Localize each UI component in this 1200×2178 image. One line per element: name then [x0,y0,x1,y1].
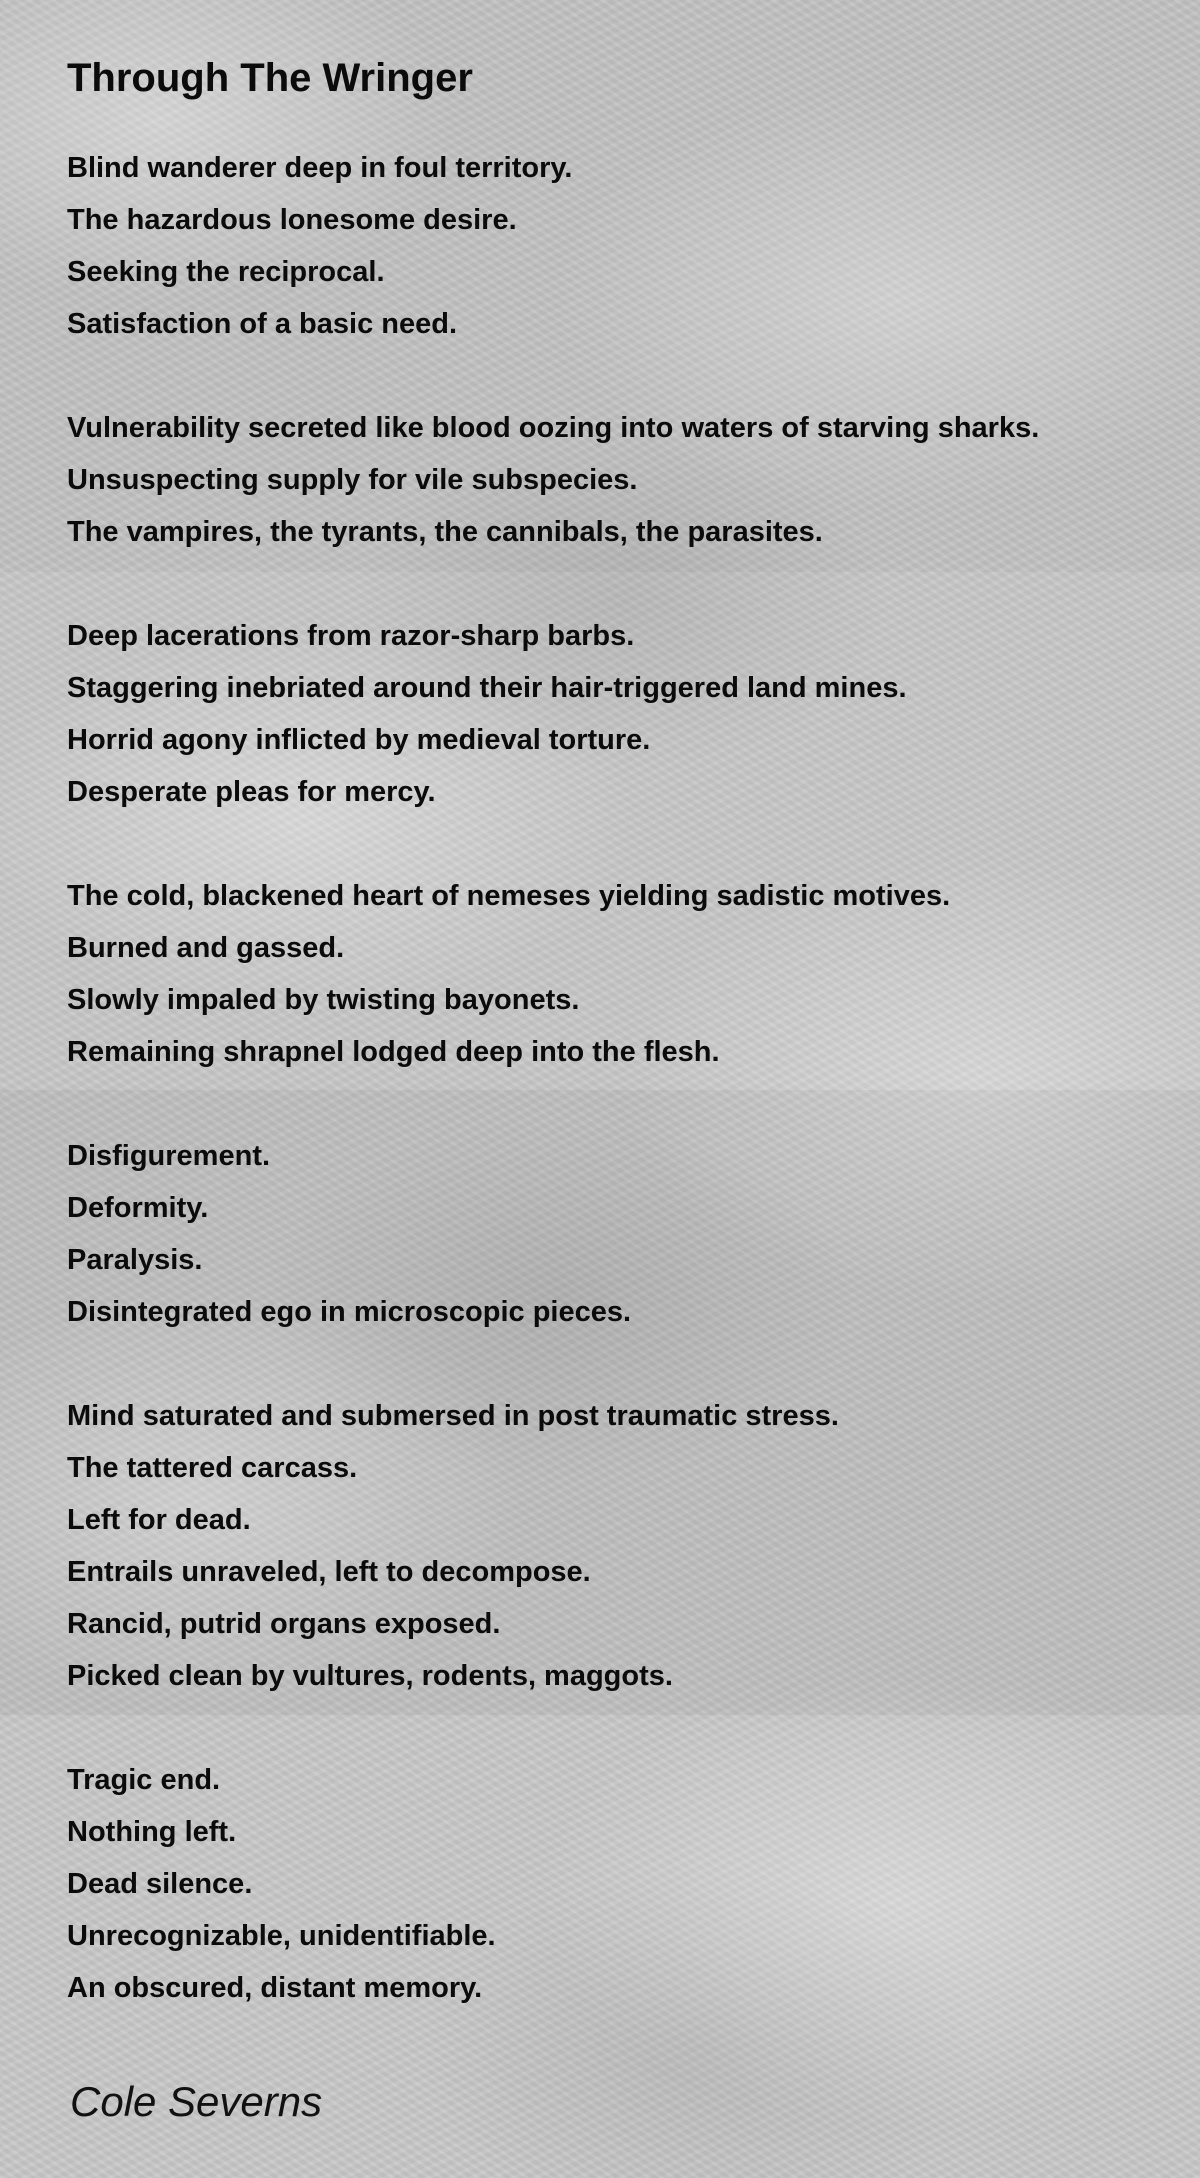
stanza-2 [67,402,1177,558]
poem-line: Satisfaction of a basic need. [67,308,457,340]
stanza-4 [67,870,1177,1078]
poem-title: Through The Wringer [67,56,473,100]
poem-line: An obscured, distant memory. [67,1972,483,2004]
poem-line: Horrid agony inflicted by medieval torture. [67,724,651,756]
poem-line: Unrecognizable, unidentifiable. [67,1920,496,1952]
poem-line: Disintegrated ego in microscopic pieces. [67,1296,632,1328]
author-name: Cole Severns [70,2078,323,2125]
poem-line: Burned and gassed. [67,932,345,964]
stanza-3 [67,610,1177,818]
poem-line: Remaining shrapnel lodged deep into the flesh. [67,1036,720,1068]
poem-line: Dead silence. [67,1868,253,1900]
poem-line: The hazardous lonesome desire. [67,204,517,236]
poem-line: Deep lacerations from razor-sharp barbs. [67,620,635,652]
poem-line: Blind wanderer deep in foul territory. [67,152,573,184]
poem-line: Seeking the reciprocal. [67,256,385,288]
poem-line: The cold, blackened heart of nemeses yielding sadistic motives. [67,880,951,912]
poem-line: Desperate pleas for mercy. [67,776,436,808]
poem-line: Nothing left. [67,1816,237,1848]
poem-body [67,48,1177,2066]
poem-line: The vampires, the tyrants, the cannibals, the parasites. [67,516,823,548]
poem-line: Unsuspecting supply for vile subspecies. [67,464,638,496]
poem-line: Entrails unraveled, left to decompose. [67,1556,591,1588]
poem-line: Staggering inebriated around their hair-triggered land mines. [67,672,907,704]
poem-line: Tragic end. [67,1764,221,1796]
stanza-1 [67,142,1177,350]
poem-line: Disfigurement. [67,1140,271,1172]
poem-line: Vulnerability secreted like blood oozing into waters of starving sharks. [67,412,1040,444]
poem-line: Left for dead. [67,1504,251,1536]
poem-line: Mind saturated and submersed in post traumatic stress. [67,1400,839,1432]
stanza-7 [67,1754,1177,2014]
poem-line: Deformity. [67,1192,209,1224]
poem-line: Picked clean by vultures, rodents, maggots. [67,1660,673,1692]
stanza-6 [67,1390,1177,1702]
stanza-5 [67,1130,1177,1338]
poem-line: The tattered carcass. [67,1452,358,1484]
poem-line: Rancid, putrid organs exposed. [67,1608,501,1640]
poem-line: Slowly impaled by twisting bayonets. [67,984,580,1016]
poem-line: Paralysis. [67,1244,203,1276]
